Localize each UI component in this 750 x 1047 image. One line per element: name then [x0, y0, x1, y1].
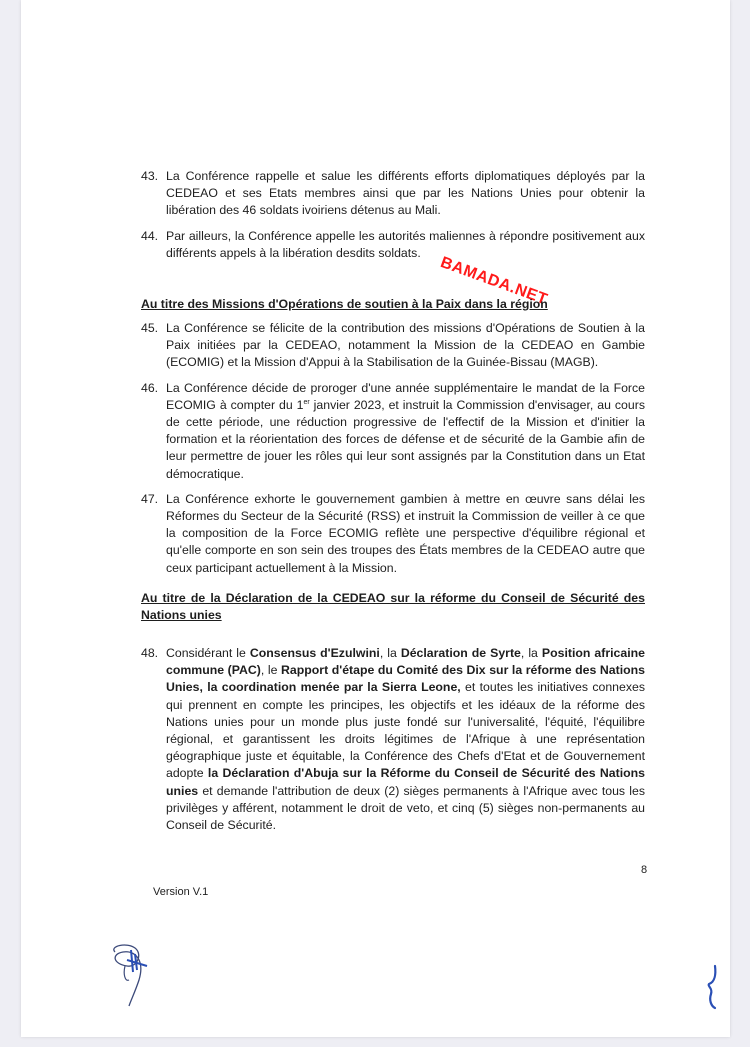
- initials-icon: [701, 962, 731, 1012]
- document-page: [21, 0, 730, 1037]
- watermark-bamada: BAMADA.NET: [438, 254, 550, 309]
- text-segment: et demande l'attribution de deux (2) sièges permanents à l'Afrique avec tous les privilèges y afférent, notamment le droit de veto, et cinq (5) sièges non-permanents au Conseil de Sécurité.: [166, 783, 645, 833]
- text-segment: et toutes les initiatives connexes qui prennent en compte les principes, les objectifs et les idéaux de la réforme des Nations unies pour un monde plus juste fondé sur l'universalité, l'équité, l'équilibre régional, et garantissent les droits légitimes de l'Afrique à une représentation géographique juste et équitable, la Conférence des Chefs d'Etat et de Gouvernement adopte: [166, 680, 645, 781]
- paragraph-text: La Conférence se félicite de la contribution des missions d'Opérations de Soutien à la Paix initiées par la CEDEAO, notamment la Mission de la CEDEAO en Gambie (ECOMIG) et la Mission d'Appui à la Stabilisation de la Guinée-Bissau (MAGB).: [166, 321, 645, 370]
- text-segment: , la: [520, 646, 542, 660]
- paragraph-number: 44.: [141, 228, 159, 243]
- paragraph-text: La Conférence rappelle et salue les différents efforts diplomatiques déployés par la CEDEAO et ses Etats membres ainsi que par les Nations Unies pour obtenir la libération des 46 soldats ivoiriens détenus au Mali.: [166, 169, 645, 218]
- paragraph-text: Par ailleurs, la Conférence appelle les autorités maliennes à répondre positivement aux différents appels à la libération desdits soldats.: [166, 228, 645, 260]
- paragraph-48: [141, 645, 645, 834]
- paragraph-number: 47.: [141, 491, 159, 506]
- paragraphs-top: [141, 168, 645, 270]
- page-number: 8: [641, 864, 648, 876]
- version-label: Version V.1: [153, 886, 209, 898]
- bold-text-segment: Déclaration de Syrte: [400, 646, 521, 660]
- section-heading-un-security-council: Au titre de la Déclaration de la CEDEAO sur la réforme du Conseil de Sécurité des Nations unies: [141, 591, 645, 623]
- text-segment: La Conférence décide de proroger d'une année supplémentaire le mandat de la Force ECOMIG à compter du 1: [166, 380, 645, 412]
- paragraph-number: 43.: [141, 169, 159, 183]
- text-segment: Considérant le: [166, 646, 250, 660]
- paragraph-43: [141, 168, 645, 220]
- paragraph-text: [166, 645, 645, 834]
- signature-icon: [107, 940, 167, 1010]
- ordinal-superscript: er: [303, 398, 310, 406]
- text-segment: janvier 2023, et instruit la Commission d'envisager, au cours de cette période, une réduction progressive de l'effectif de la Mission et d'initier la formation et la réorientation des forces de défense et de sécurité de la Gambie afin de leur permettre de jouer les rôles qui leur sont assignés par la Constitution dans un Etat démocratique.: [166, 397, 645, 481]
- bold-text-segment: Position africaine commune (PAC): [166, 646, 645, 678]
- paragraph-44: [141, 228, 645, 262]
- section-peace-missions: [141, 320, 645, 585]
- paragraph-45: [141, 320, 645, 372]
- paragraph-text: [166, 380, 645, 483]
- paragraph-number: 46.: [141, 380, 159, 395]
- paragraph-46: [141, 380, 645, 483]
- paragraph-47: [141, 491, 645, 577]
- paragraph-number: 48.: [141, 646, 159, 660]
- bold-text-segment: Rapport d'étape du Comité des Dix sur la réforme des Nations Unies, la coordination menée par la Sierra Leone,: [166, 663, 645, 695]
- section-un-security-council: [141, 645, 645, 842]
- paragraph-text: La Conférence exhorte le gouvernement gambien à mettre en œuvre sans délai les Réformes du Secteur de la Sécurité (RSS) et instruit la Commission de veiller à ce que la composition de la Force ECOMIG reflète une perspective d'équilibre régional et qu'elle comporte en son sein des troupes des États membres de la CEDEAO autre que ceux participant actuellement à la Mission.: [166, 491, 645, 575]
- section-heading-peace-missions: Au titre des Missions d'Opérations de soutien à la Paix dans la région: [141, 297, 548, 311]
- paragraph-number: 45.: [141, 321, 159, 335]
- text-segment: , la: [379, 646, 401, 660]
- bold-text-segment: la Déclaration d'Abuja sur la Réforme du Conseil de Sécurité des Nations unies: [166, 766, 645, 798]
- text-segment: , le: [260, 663, 282, 678]
- bold-text-segment: Consensus d'Ezulwini: [249, 646, 380, 660]
